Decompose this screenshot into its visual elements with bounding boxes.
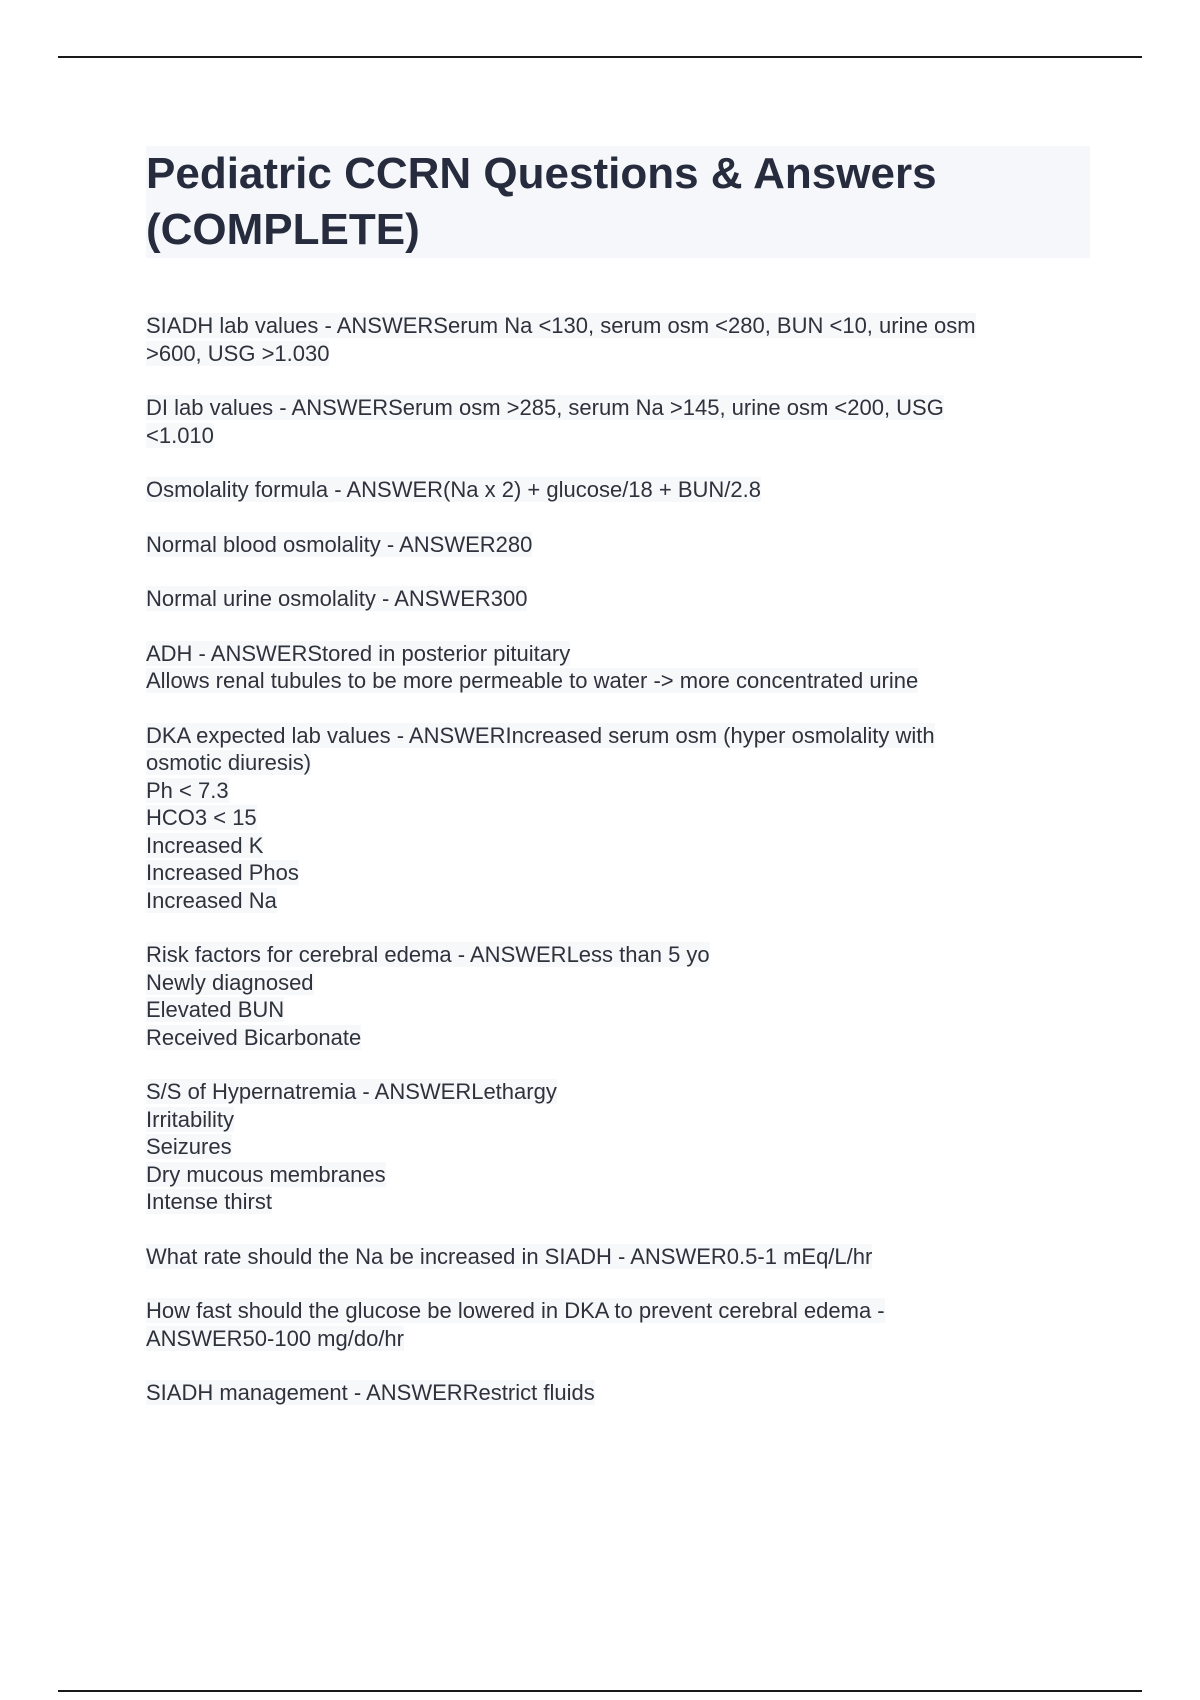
qa-line-text: Elevated BUN	[146, 997, 285, 1022]
title-line-2: (COMPLETE)	[146, 205, 420, 254]
qa-line-text: SIADH management - ANSWERRestrict fluids	[146, 1380, 595, 1405]
qa-item	[146, 1379, 1086, 1407]
qa-item	[146, 722, 1086, 915]
title-block	[146, 146, 1090, 258]
qa-line	[146, 1133, 1086, 1161]
qa-line-text: Irritability	[146, 1106, 235, 1132]
qa-line-text: <1.010	[146, 422, 214, 448]
qa-line-text: DKA expected lab values - ANSWERIncreased serum osm (hyper osmolality with	[146, 722, 935, 748]
qa-line-text: DI lab values - ANSWERSerum osm >285, serum Na >145, urine osm <200, USG	[146, 395, 944, 420]
qa-line-text: Allows renal tubules to be more permeable to water -> more concentrated urine	[146, 668, 919, 693]
qa-line-text: Increased Na	[146, 887, 277, 913]
qa-line	[146, 1078, 1086, 1106]
qa-line-text: Intense thirst	[146, 1189, 272, 1214]
qa-line	[146, 722, 1086, 750]
qa-item	[146, 1078, 1086, 1216]
top-rule	[58, 56, 1142, 58]
qa-line	[146, 640, 1086, 668]
qa-line-text: Increased K	[146, 832, 264, 858]
bottom-rule	[58, 1690, 1142, 1692]
qa-item	[146, 476, 1086, 504]
qa-line-text: Ph < 7.3	[146, 777, 229, 803]
qa-line-text: How fast should the glucose be lowered in DKA to prevent cerebral edema -	[146, 1298, 885, 1323]
qa-line	[146, 394, 1086, 422]
qa-line-text: >600, USG >1.030	[146, 340, 330, 366]
qa-line	[146, 1297, 1086, 1325]
qa-item	[146, 640, 1086, 695]
qa-line	[146, 941, 1086, 969]
qa-line	[146, 340, 1086, 368]
qa-line-text: S/S of Hypernatremia - ANSWERLethargy	[146, 1079, 557, 1104]
qa-line-text: Increased Phos	[146, 860, 299, 885]
qa-line-text: HCO3 < 15	[146, 805, 257, 830]
qa-line	[146, 804, 1086, 832]
qa-line-text: ANSWER50-100 mg/do/hr	[146, 1325, 404, 1351]
qa-line	[146, 777, 1086, 805]
qa-line	[146, 531, 1086, 559]
qa-line	[146, 1161, 1086, 1189]
qa-line	[146, 667, 1086, 695]
qa-line	[146, 1024, 1086, 1052]
qa-line-text: Osmolality formula - ANSWER(Na x 2) + glucose/18 + BUN/2.8	[146, 477, 761, 502]
qa-line-text: Dry mucous membranes	[146, 1161, 386, 1187]
qa-line-text: Normal blood osmolality - ANSWER280	[146, 531, 533, 557]
qa-line	[146, 1188, 1086, 1216]
qa-list	[146, 312, 1086, 1434]
qa-item	[146, 394, 1086, 449]
qa-item	[146, 312, 1086, 367]
qa-line	[146, 1325, 1086, 1353]
qa-line	[146, 1106, 1086, 1134]
document-title	[146, 146, 1090, 258]
qa-line-text: Newly diagnosed	[146, 969, 314, 995]
qa-line	[146, 887, 1086, 915]
qa-line	[146, 749, 1086, 777]
qa-line-text: SIADH lab values - ANSWERSerum Na <130, serum osm <280, BUN <10, urine osm	[146, 313, 976, 338]
qa-line	[146, 832, 1086, 860]
qa-line-text: Normal urine osmolality - ANSWER300	[146, 586, 528, 611]
qa-line	[146, 969, 1086, 997]
qa-line	[146, 1243, 1086, 1271]
qa-line-text: Risk factors for cerebral edema - ANSWERLess than 5 yo	[146, 942, 710, 967]
qa-item	[146, 1243, 1086, 1271]
qa-line-text: What rate should the Na be increased in SIADH - ANSWER0.5-1 mEq/L/hr	[146, 1243, 873, 1269]
qa-line	[146, 1379, 1086, 1407]
qa-line-text: osmotic diuresis)	[146, 750, 312, 775]
qa-line	[146, 585, 1086, 613]
qa-item	[146, 585, 1086, 613]
qa-line	[146, 476, 1086, 504]
qa-line-text: Seizures	[146, 1134, 232, 1159]
qa-line-text: ADH - ANSWERStored in posterior pituitary	[146, 640, 571, 666]
qa-line	[146, 422, 1086, 450]
qa-item	[146, 1297, 1086, 1352]
qa-item	[146, 531, 1086, 559]
qa-item	[146, 941, 1086, 1051]
qa-line	[146, 312, 1086, 340]
title-line-1: Pediatric CCRN Questions & Answers	[146, 149, 937, 198]
qa-line-text: Received Bicarbonate	[146, 1024, 362, 1050]
qa-line	[146, 996, 1086, 1024]
qa-line	[146, 859, 1086, 887]
